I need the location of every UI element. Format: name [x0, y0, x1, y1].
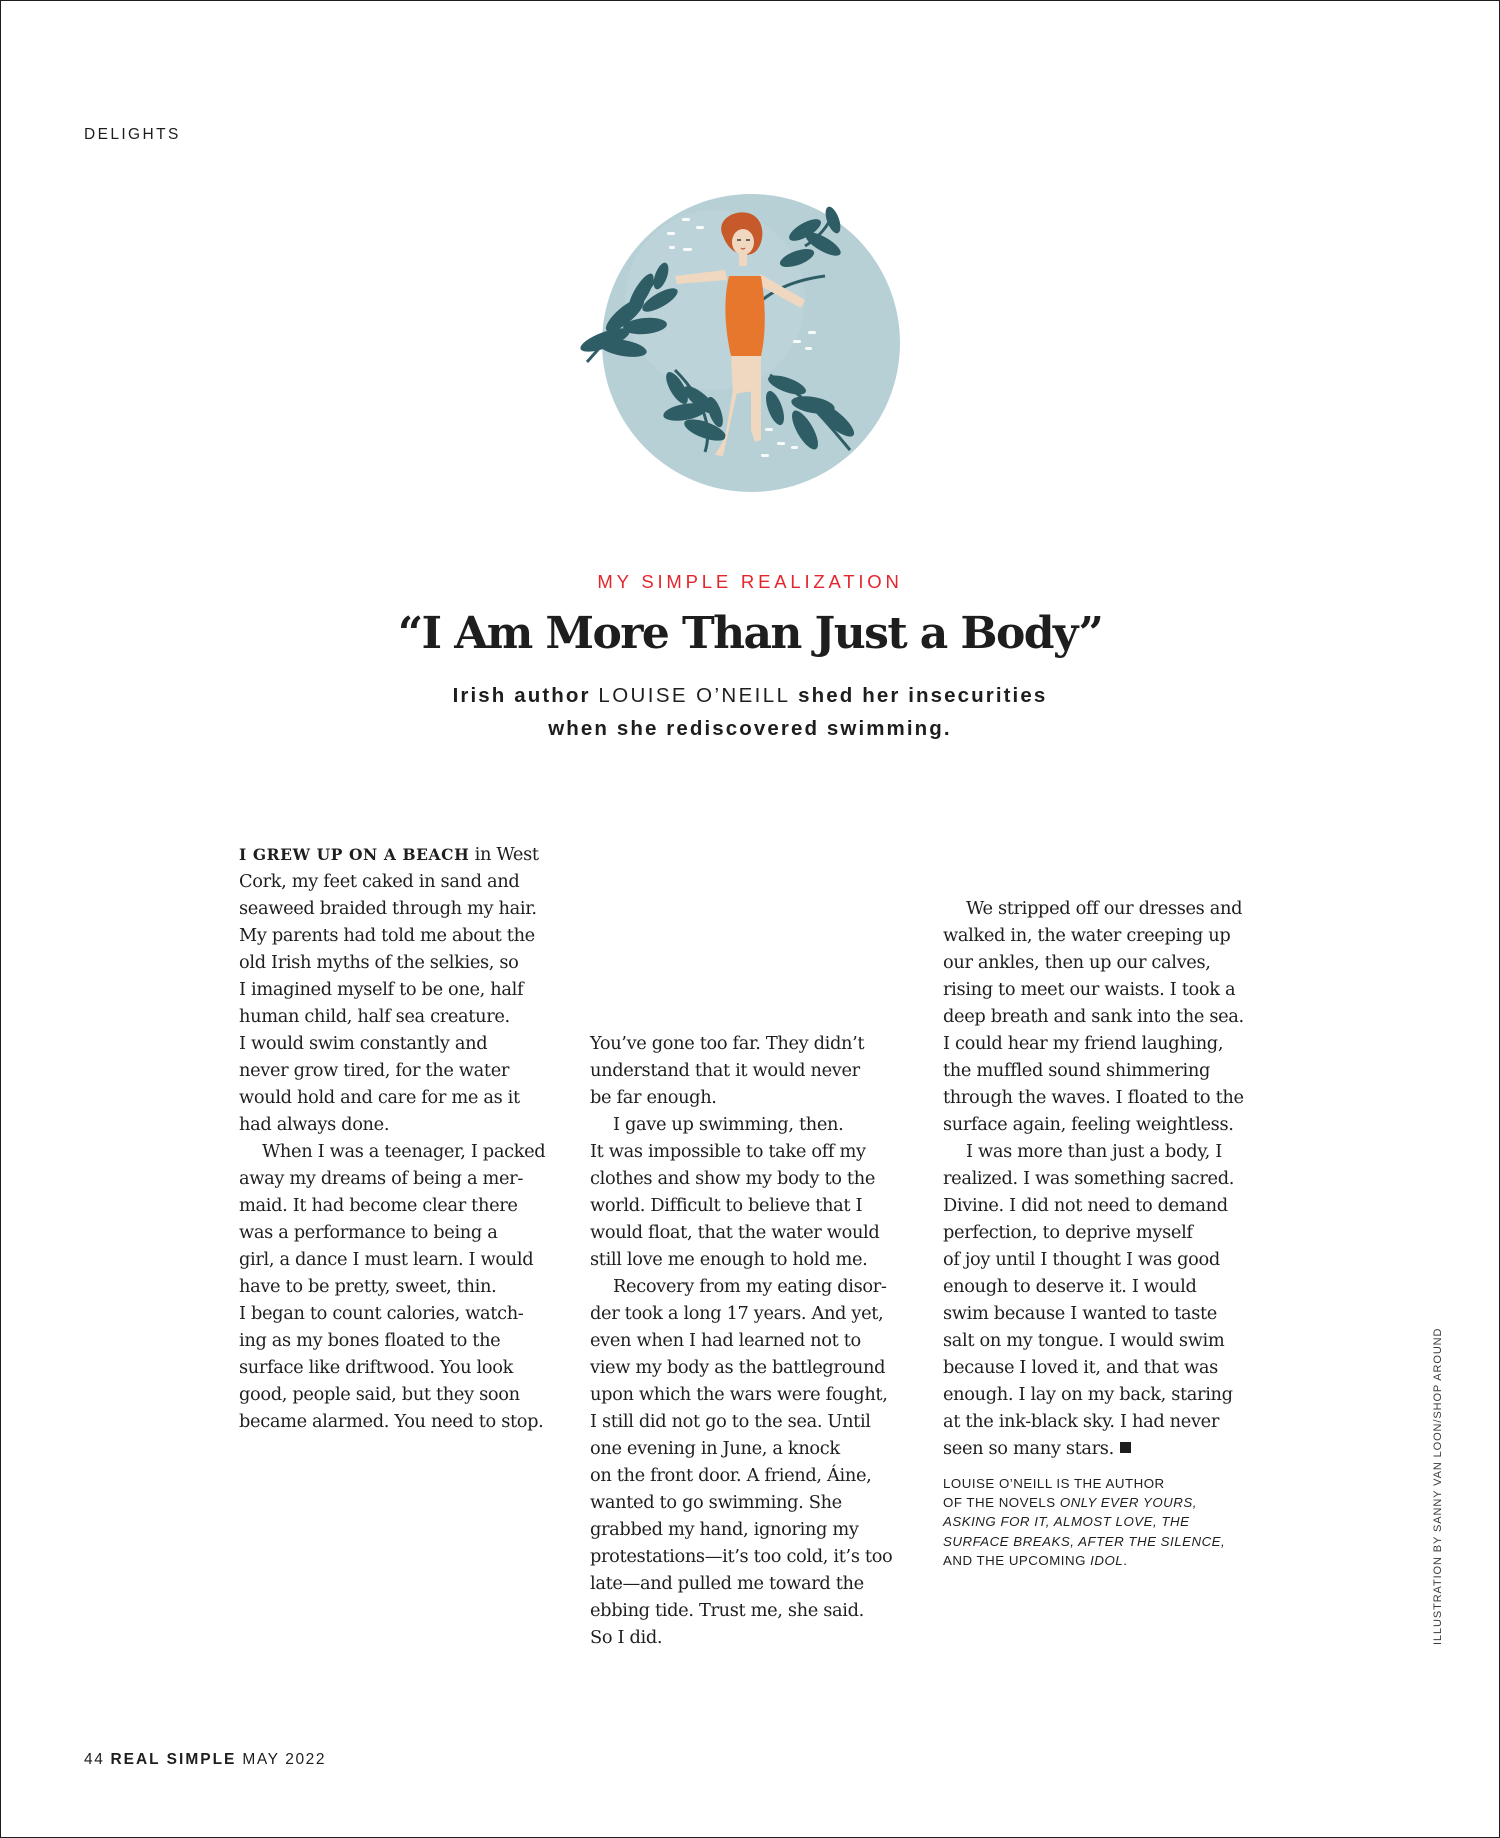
text-line: even when I had learned not to: [590, 1330, 861, 1351]
text-line: late—and pulled me toward the: [590, 1573, 864, 1594]
text-line: Recovery from my eating disor-: [613, 1276, 887, 1297]
text-line: upon which the wars were fought,: [590, 1384, 888, 1405]
text-line: realized. I was something sacred.: [943, 1168, 1235, 1189]
text-line: I began to count calories, watch-: [239, 1303, 524, 1324]
text-line: Cork, my feet caked in sand and: [239, 871, 520, 892]
kicker: MY SIMPLE REALIZATION: [597, 571, 903, 592]
text-line: one evening in June, a knock: [590, 1438, 840, 1459]
text-line: the muffled sound shimmering: [943, 1060, 1210, 1081]
text-line: on the front door. A friend, Áine,: [590, 1465, 872, 1486]
text-line: deep breath and sank into the sea.: [943, 1006, 1244, 1027]
dek-author-name: LOUISE O’NEILL: [598, 684, 791, 707]
text-line: became alarmed. You need to stop.: [239, 1411, 544, 1432]
illustration-credit: ILLUSTRATION BY SANNY VAN LOON/SHOP AROUND: [1432, 1327, 1444, 1645]
text-line: human child, half sea creature.: [239, 1006, 510, 1027]
dek-pre: Irish author: [452, 684, 599, 707]
text-line: I GREW UP ON A BEACH in West: [239, 844, 539, 865]
text-line: seen so many stars.: [943, 1435, 1273, 1462]
folio: [84, 1751, 326, 1769]
text-line: perfection, to deprive myself: [943, 1222, 1193, 1243]
text-line: wanted to go swimming. She: [590, 1492, 842, 1513]
text-line: would float, that the water would: [590, 1222, 880, 1243]
text-line: of joy until I thought I was good: [943, 1249, 1220, 1270]
text-line: rising to meet our waists. I took a: [943, 979, 1236, 1000]
text-line: walked in, the water creeping up: [943, 925, 1231, 946]
end-mark-square: [1120, 1442, 1131, 1453]
text-line: Divine. I did not need to demand: [943, 1195, 1228, 1216]
text-line: maid. It had become clear there: [239, 1195, 518, 1216]
text-line: girl, a dance I must learn. I would: [239, 1249, 534, 1270]
issue-date: MAY 2022: [242, 1751, 327, 1768]
text-line: view my body as the battleground: [590, 1357, 886, 1378]
text-line: enough to deserve it. I would: [943, 1276, 1197, 1297]
article-column-2: [590, 1030, 920, 1651]
text-line: We stripped off our dresses and: [966, 898, 1243, 919]
text-line: surface again, feeling weightless.: [943, 1114, 1234, 1135]
text-line: was a performance to being a: [239, 1222, 498, 1243]
text-line: because I loved it, and that was: [943, 1357, 1218, 1378]
text-line: never grow tired, for the water: [239, 1060, 510, 1081]
text-line: I was more than just a body, I: [966, 1141, 1222, 1162]
lead-in: I GREW UP ON A BEACH: [239, 845, 470, 864]
text-line: understand that it would never: [590, 1060, 860, 1081]
text-line: world. Difficult to believe that I: [590, 1195, 863, 1216]
bio-line: ASKING FOR IT, ALMOST LOVE, THE: [943, 1514, 1190, 1530]
text-line: You’ve gone too far. They didn’t: [590, 1033, 865, 1054]
page-number: 44: [84, 1751, 105, 1768]
text-line: good, people said, but they soon: [239, 1384, 520, 1405]
bio-line: AND THE UPCOMING IDOL.: [943, 1552, 1128, 1568]
text-line: old Irish myths of the selkies, so: [239, 952, 519, 973]
headline: “I Am More Than Just a Body”: [397, 608, 1103, 659]
dek-line-2: when she rediscovered swimming.: [548, 717, 952, 740]
swimmer-illustration: [565, 180, 925, 520]
bio-line: LOUISE O’NEILL IS THE AUTHOR: [943, 1476, 1165, 1491]
text-line: So I did.: [590, 1627, 663, 1648]
text-line: I could hear my friend laughing,: [943, 1033, 1224, 1054]
text-line: seaweed braided through my hair.: [239, 898, 537, 919]
text-line: When I was a teenager, I packed: [262, 1141, 546, 1162]
text-line: our ankles, then up our calves,: [943, 952, 1211, 973]
text-line: My parents had told me about the: [239, 925, 535, 946]
text-line: at the ink-black sky. I had never: [943, 1411, 1219, 1432]
text-line: have to be pretty, sweet, thin.: [239, 1276, 497, 1297]
magazine-name: REAL SIMPLE: [110, 1751, 237, 1768]
text-line: be far enough.: [590, 1087, 717, 1108]
text-line: had always done.: [239, 1114, 390, 1135]
text-line: surface like driftwood. You look: [239, 1357, 514, 1378]
text-line: I imagined myself to be one, half: [239, 979, 524, 1000]
dek-line-1: [0, 679, 1500, 712]
text-line: der took a long 17 years. And yet,: [590, 1303, 884, 1324]
text-line: protestations—it’s too cold, it’s too: [590, 1546, 893, 1567]
text-line: through the waves. I floated to the: [943, 1087, 1244, 1108]
author-bio: [943, 1474, 1243, 1570]
article-column-1: [239, 841, 569, 1435]
text-line: I still did not go to the sea. Until: [590, 1411, 871, 1432]
text-line: I would swim constantly and: [239, 1033, 488, 1054]
text-line: enough. I lay on my back, staring: [943, 1384, 1233, 1405]
article-column-3: [943, 895, 1273, 1462]
text-line: still love me enough to hold me.: [590, 1249, 868, 1270]
bio-line: SURFACE BREAKS, AFTER THE SILENCE,: [943, 1533, 1226, 1549]
text-line: grabbed my hand, ignoring my: [590, 1519, 859, 1540]
text-line: salt on my tongue. I would swim: [943, 1330, 1225, 1351]
text-line: It was impossible to take off my: [590, 1141, 866, 1162]
text-line: ebbing tide. Trust me, she said.: [590, 1600, 864, 1621]
text-line: would hold and care for me as it: [239, 1087, 520, 1108]
bio-line: OF THE NOVELS ONLY EVER YOURS,: [943, 1495, 1197, 1511]
section-label: DELIGHTS: [84, 126, 181, 143]
dek-post: shed her insecurities: [790, 684, 1048, 707]
text-line: swim because I wanted to taste: [943, 1303, 1217, 1324]
text-line: clothes and show my body to the: [590, 1168, 875, 1189]
dek: [0, 679, 1500, 745]
text-line: I gave up swimming, then.: [613, 1114, 844, 1135]
text-line: away my dreams of being a mer-: [239, 1168, 523, 1189]
text-line: ing as my bones floated to the: [239, 1330, 501, 1351]
